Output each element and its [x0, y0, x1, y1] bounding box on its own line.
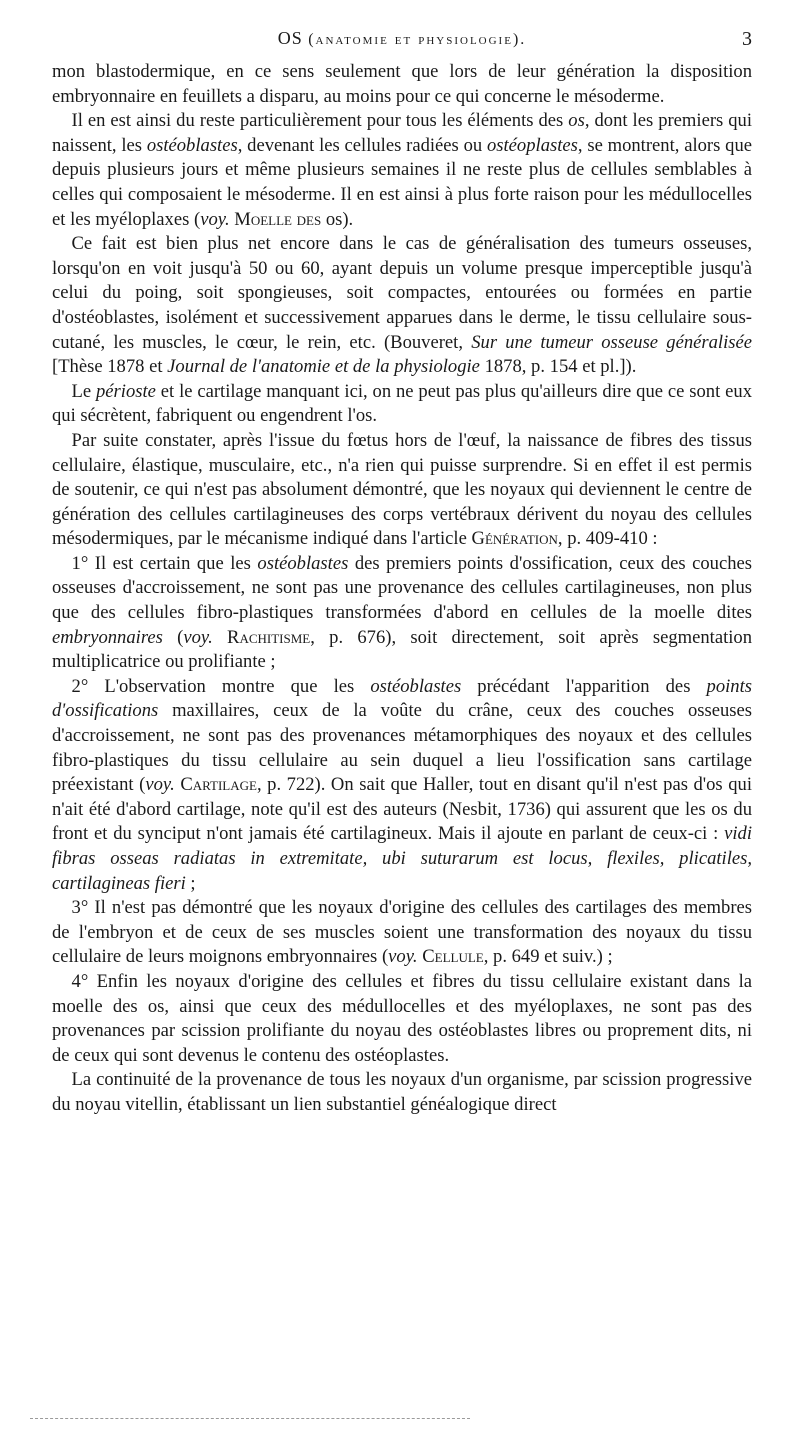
text-run: Ce fait est bien plus net encore dans le cas de généralisation des tumeurs osseuses, lorsqu'on en voit jusqu'à 50 ou 60, ayant depuis un volume presque imperceptible jusqu'à celui du poing, soit spongieuses, soit compactes, entourées ou formées en partie d'ostéoblastes, isolément et successivement apparues dans le derme, le tissu cellulaire sous-cutané, les muscles, le cœur, le rein, etc. (Bouveret, [52, 233, 752, 353]
text-run: Par suite constater, après l'issue du fœtus hors de l'œuf, la naissance de fibres des tissus cellulaire, élastique, musculaire, etc., n'a rien qui puisse surprendre. Si en effet il est permis de soutenir, ce qui n'est pas absolument démontré, que les noyaux qui deviennent le centre de génération des cellules cartilagineuses des corps vertébraux dérivent du noyau des cellules mésodermiques, par le mécanisme indiqué dans l'article [52, 429, 752, 550]
paragraph-2 [52, 109, 752, 232]
cross-reference: Cellule [422, 946, 484, 968]
italic-term: points d'ossifications [52, 675, 752, 722]
text-run: [Thèse 1878 et [52, 356, 168, 378]
text-run: Il en est ainsi du reste particulièrement pour tous les éléments des [71, 110, 569, 132]
cross-reference: Moelle des [234, 208, 322, 230]
text-run: précédant l'apparition des [461, 675, 707, 697]
italic-term: voy. [388, 946, 418, 968]
body-text [52, 60, 752, 1118]
latin-quote: vidi fibras osseas radiatas in extremitate, ubi suturarum est locus, flexiles, plicatiles, cartilagineas fieri [52, 823, 752, 894]
text-run: des premiers points d'ossification, ceux des couches osseuses d'accroissement, ne sont pas une provenance des cellules cartilagineuses, non plus que des cellules fibro-plastiques transformées d'abord en cellules de la moelle dites [52, 552, 753, 624]
paragraph-1 [52, 60, 752, 109]
text-run: , devenant les cellules radiées ou [237, 134, 487, 156]
paragraph-6-text: La continuité de la provenance de tous les noyaux d'un organisme, par scission progressive du noyau vitellin, établissant un lien substantiel généalogique direct [52, 1069, 752, 1115]
italic-term: voy. [200, 208, 230, 230]
text-run: , p. 676), soit directement, soit après segmentation multiplicatrice ou prolifiante ; [52, 626, 752, 673]
italic-term: ostéoblastes [146, 134, 238, 156]
text-run: maxillaires, ceux de la voûte du crâne, ceux des couches osseuses d'accroissement, ne sont pas des provenances métamorphiques des noyaux et des cellules fibro-plastiques du tissu cellulaire au sein duquel a lieu l'ossification sans cartilage préexistant ( [52, 700, 752, 796]
italic-term: ostéoblastes [257, 552, 349, 574]
text-run: , dont les premiers qui naissent, les [52, 110, 753, 156]
list-item-4-text: 4° Enfin les noyaux d'origine des cellules et fibres du tissu cellulaire existant dans la moelle des os, ainsi que ceux des médullocelles et des myéloplaxes, ne sont pas des provenances par scission prolifiante du noyau des ostéoblastes libres ou proprement dits, ni de ceux qui sont devenus le contenu des ostéoplastes. [52, 970, 752, 1066]
cross-reference: Cartilage [180, 774, 257, 796]
paragraph-1-text: mon blastodermique, en ce sens seulement que lors de leur génération la disposition embryonnaire en feuillets a disparu, au moins pour ce qui concerne le mésoderme. [52, 61, 752, 107]
italic-term: voy. [145, 774, 175, 796]
italic-term: ostéoblastes [370, 675, 462, 697]
text-run: 3° Il n'est pas démontré que les noyaux d'origine des cellules des cartilages des membres de l'embryon et de ceux de ses muscles soient une transformation des noyaux du tissu cellulaire de leurs moignons embryonnaires ( [52, 897, 752, 968]
text-run: os). [321, 208, 354, 230]
paragraph-4 [52, 380, 752, 429]
running-head [52, 28, 752, 60]
text-run: 1878, p. 154 et pl.]). [479, 356, 637, 378]
list-item-3 [52, 896, 752, 970]
text-run: ( [162, 626, 184, 648]
paragraph-6 [52, 1068, 752, 1117]
italic-title: Journal de l'anatomie et de la physiologie [167, 356, 480, 378]
italic-term: embryonnaires [52, 626, 163, 648]
list-item-2 [52, 675, 752, 896]
italic-title: Sur une tumeur osseuse généralisée [471, 331, 752, 353]
text-run: , p. 722). On sait que Haller, tout en disant qu'il n'est pas d'os qui n'ait été d'abord cartilage, note qu'il est des auteurs (Nesbit, 1736) qui assurent que les os du front et du synciput n'ont jamais été cartilagineux. Mais il ajoute en parlant de ceux-ci : [52, 774, 752, 845]
text-run: 1° Il est certain que les [71, 552, 258, 574]
text-run: 2° L'observation montre que les [71, 675, 371, 697]
paragraph-5 [52, 429, 752, 552]
italic-term: voy. [183, 626, 213, 648]
text-run: et le cartilage manquant ici, on ne peut pas plus qu'ailleurs dire que ce sont eux qui sécrètent, fabriquent ou engendrent l'os. [52, 380, 752, 427]
italic-term: périoste [96, 380, 156, 402]
text-run: ; [185, 872, 196, 894]
running-title-main: OS [277, 28, 303, 48]
italic-term: ostéoplastes [486, 134, 578, 156]
list-item-1 [52, 552, 752, 675]
cross-reference: Rachitisme [227, 626, 311, 648]
text-run: , p. 409-410 : [557, 528, 658, 550]
italic-term: os [568, 110, 585, 132]
text-run: , se montrent, alors que depuis plusieurs jours et même plusieurs semaines il ne reste plus de cellules semblables à celles qui composaient le mésoderme. Il en est ainsi à plus forte raison pour les médullocelles et les myéloplaxes ( [52, 134, 752, 230]
running-title [52, 28, 752, 49]
text-run: Le [71, 380, 96, 402]
paragraph-3 [52, 232, 752, 380]
text-run: , p. 649 et suiv.) ; [483, 946, 613, 968]
page-number: 3 [742, 28, 752, 50]
footer-rule [30, 1418, 470, 1419]
list-item-4 [52, 970, 752, 1068]
running-title-sub: (anatomie et physiologie). [308, 31, 527, 48]
cross-reference: Génération [471, 528, 558, 550]
